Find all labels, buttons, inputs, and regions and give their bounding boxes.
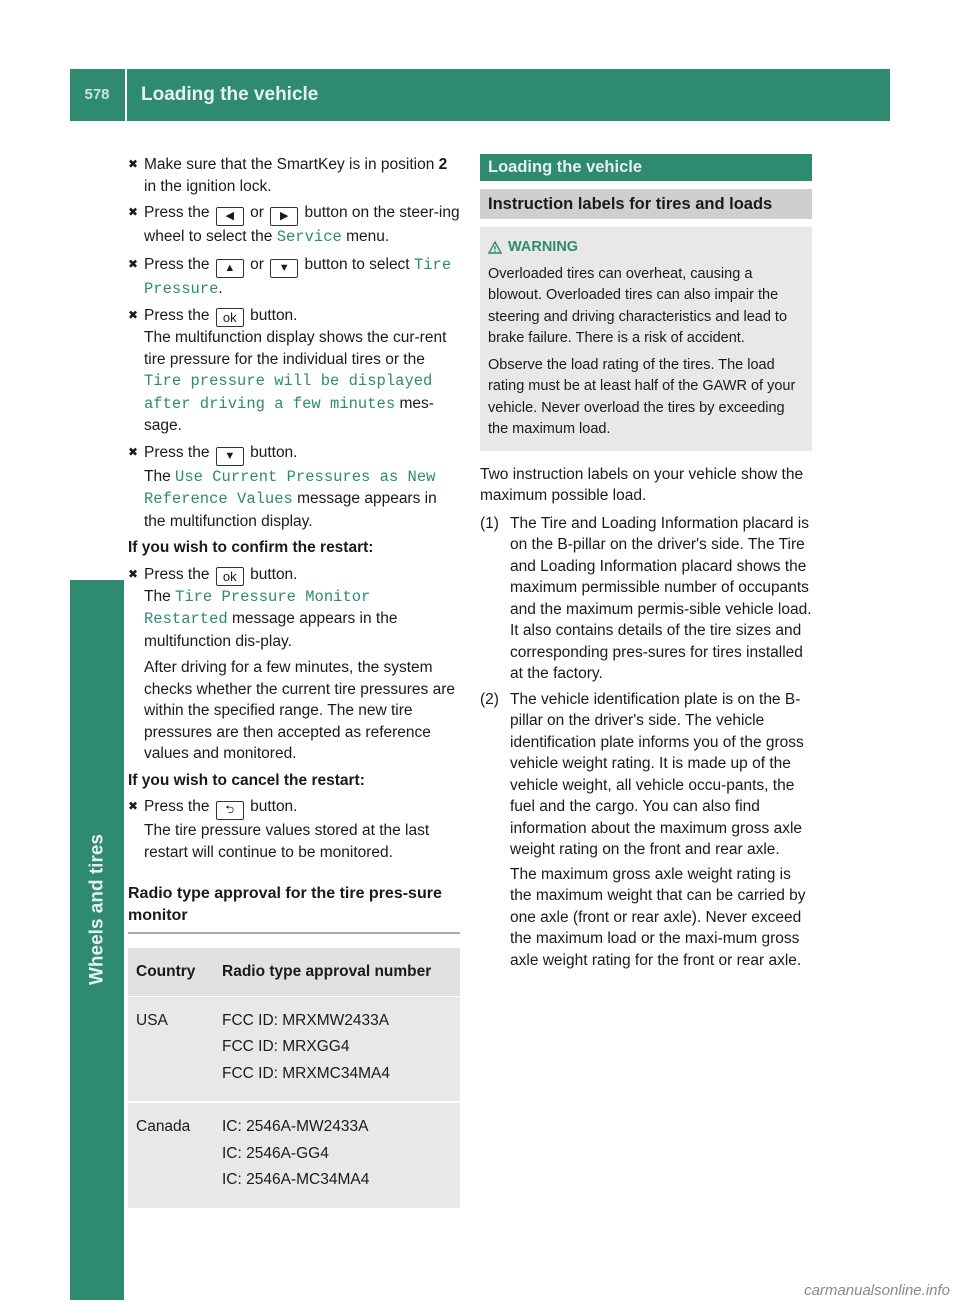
radio-approval-table bbox=[128, 948, 460, 1210]
step-select-tire-pressure: ✖ Press the ▲ or ▼ button to select Tire Pressure. bbox=[128, 255, 452, 298]
step-press-down: ✖ Press the ▼ button. The Use Current Pressures as New Reference Values message appears in the multifunction display. bbox=[128, 443, 437, 530]
left-arrow-key-icon: ◀ bbox=[216, 207, 244, 226]
step-arrow-icon: ✖ bbox=[128, 308, 139, 322]
cancel-heading: If you wish to cancel the restart: bbox=[128, 771, 365, 789]
list-item: (1) The Tire and Loading Information placard is on the B-pillar on the driver's side. The Tire and Loading Information placard shows the maximum permissible number of occupants and the maximum permis-sible vehicle load. It also contains details of the tire sizes and corresponding pres-sures for tires installed at the factory. bbox=[480, 514, 812, 682]
step-note: After driving for a few minutes, the system checks whether the current tire pressures are within the specified range. The new tire pressures are then accepted as reference values and monitored. bbox=[144, 659, 455, 762]
section-title: Loading the vehicle bbox=[480, 154, 812, 181]
warning-text: Overloaded tires can overheat, causing a blowout. Overloaded tires can also impair the steering and driving characteristics and lead to brake failure. There is a risk of accident. bbox=[488, 265, 788, 346]
header-divider bbox=[125, 69, 127, 121]
left-column bbox=[128, 154, 460, 1210]
table-cell-approval: IC: 2546A-MW2433A IC: 2546A-GG4 IC: 2546A-MC34MA4 bbox=[214, 1102, 460, 1209]
display-message: Use Current Pressures as New Reference Values bbox=[144, 467, 436, 508]
intro-paragraph: Two instruction labels on your vehicle show the maximum possible load. bbox=[480, 465, 804, 504]
step-arrow-icon: ✖ bbox=[128, 157, 139, 171]
warning-box bbox=[480, 227, 812, 451]
table-cell-country: Canada bbox=[128, 1102, 214, 1209]
step-arrow-icon: ✖ bbox=[128, 566, 139, 581]
display-message: Tire Pressure Monitor Restarted bbox=[144, 587, 371, 628]
confirm-heading: If you wish to confirm the restart: bbox=[128, 539, 374, 556]
display-message: Service bbox=[276, 228, 342, 246]
step-cancel: ✖ Press the ⮌ button. The tire pressure values stored at the last restart will continue to be monitored. bbox=[128, 798, 430, 861]
down-arrow-key-icon: ▼ bbox=[216, 447, 244, 466]
warning-title: WARNING bbox=[488, 237, 804, 259]
display-message: Tire Pressure bbox=[144, 255, 452, 298]
step-select-service: ✖ Press the ◀ or ▶ button on the steer-ing wheel to select the Service menu. bbox=[128, 204, 460, 246]
display-message: Tire pressure will be displayed after driving a few minutes bbox=[144, 372, 433, 413]
ok-key-icon: ok bbox=[216, 308, 244, 327]
table-row bbox=[128, 996, 460, 1102]
step-arrow-icon: ✖ bbox=[128, 799, 139, 813]
down-arrow-key-icon: ▼ bbox=[270, 259, 298, 278]
back-key-icon: ⮌ bbox=[216, 801, 244, 820]
table-header-approval: Radio type approval number bbox=[214, 948, 460, 996]
table-cell-country: USA bbox=[128, 996, 214, 1102]
radio-approval-heading: Radio type approval for the tire pres-sure monitor bbox=[128, 883, 460, 934]
page-title: Loading the vehicle bbox=[141, 84, 319, 106]
step-arrow-icon: ✖ bbox=[128, 205, 139, 219]
warning-text: Observe the load rating of the tires. The load rating must be at least half of the GAWR of your vehicle. Never overload the tires by exceeding the maximum load. bbox=[488, 356, 796, 437]
subsection-title: Instruction labels for tires and loads bbox=[480, 189, 812, 219]
step-smartkey: ✖ Make sure that the SmartKey is in position 2 in the ignition lock. bbox=[128, 156, 448, 195]
ok-key-icon: ok bbox=[216, 567, 244, 586]
right-column bbox=[480, 154, 812, 975]
step-arrow-icon: ✖ bbox=[128, 256, 139, 271]
step-press-ok: ✖ Press the ok button. The multifunction display shows the cur-rent tire pressure for the individual tires or the Tire pressure will be displayed after driving a few minutes mes-sage. bbox=[128, 307, 447, 434]
step-arrow-icon: ✖ bbox=[128, 444, 139, 459]
table-row bbox=[128, 1102, 460, 1209]
watermark: carmanualsonline.info bbox=[804, 1282, 950, 1299]
table-cell-approval: FCC ID: MRXMW2433A FCC ID: MRXGG4 FCC ID: MRXMC34MA4 bbox=[214, 996, 460, 1102]
warning-triangle-icon bbox=[488, 241, 502, 254]
up-arrow-key-icon: ▲ bbox=[216, 259, 244, 278]
right-arrow-key-icon: ▶ bbox=[270, 207, 298, 226]
list-item: (2) The vehicle identification plate is on the B-pillar on the driver's side. The vehicle identification plate informs you of the gross vehicle weight rating. It is made up of the vehicle weight, all vehicle occu-pants, the fuel and the cargo. You can also find information about the maximum gross axle weight rating on the front and rear axle. The maximum gross axle weight rating is the maximum weight that can be carried by one axle (front or rear axle). Never exceed the maximum load or the maxi-mum gross axle weight rating for the front or rear axle. bbox=[480, 690, 806, 969]
step-confirm: ✖ Press the ok button. The Tire Pressure Monitor Restarted message appears in the multifunction dis-play. After driving for a few minutes, the system checks whether the current tire pressures are within the specified range. The new tire pressures are then accepted as reference values and monitored. bbox=[128, 564, 460, 765]
page-number: 578 bbox=[84, 86, 110, 104]
table-header-country: Country bbox=[128, 948, 214, 996]
side-tab-label: Wheels and tires bbox=[86, 834, 108, 986]
